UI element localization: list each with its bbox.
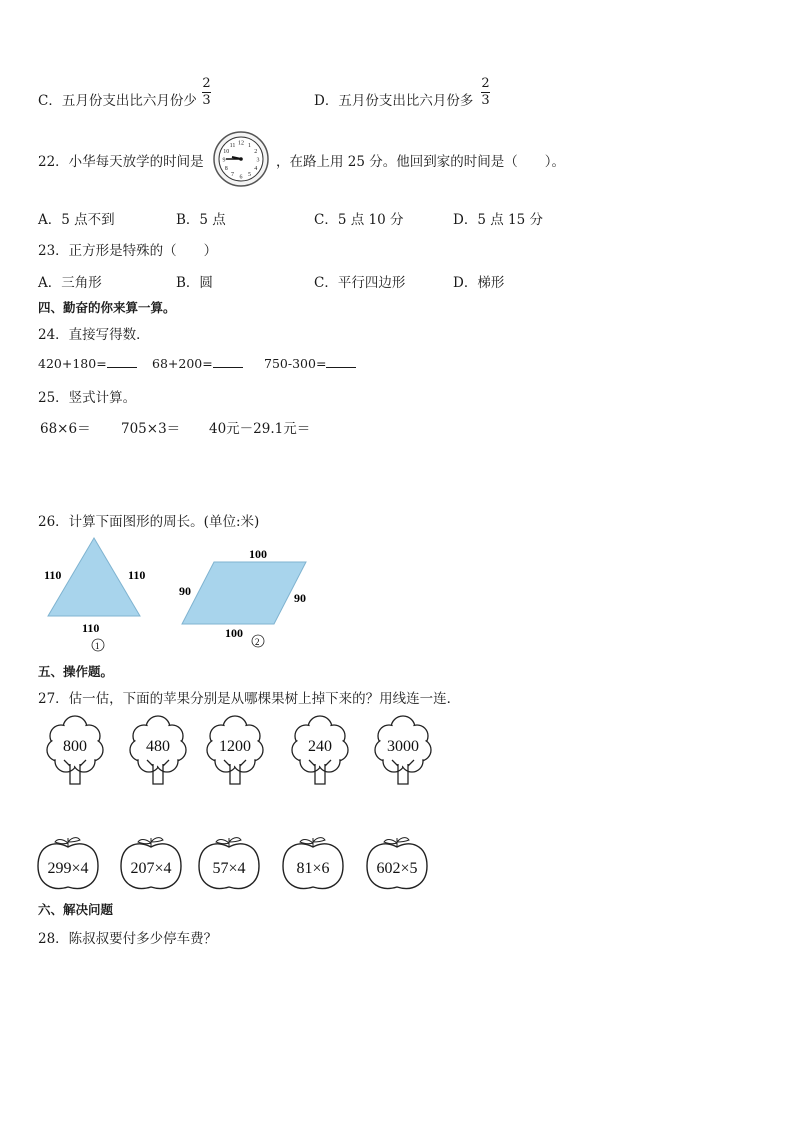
answer-blank[interactable] (107, 355, 137, 368)
section-5-title: 五、操作题。 (38, 664, 114, 679)
q22-option-a: A．5 点不到 (38, 212, 115, 228)
option-d-text: D．五月份支出比六月份多 (314, 93, 474, 109)
q24-item-1-text: 420+180= (38, 356, 107, 371)
apple-expression: 81×6 (296, 860, 330, 877)
q23-option-a: A．三角形 (38, 275, 102, 291)
trees-row (30, 712, 450, 792)
tree-2 (130, 716, 186, 784)
clock-number: 10 (223, 149, 230, 155)
q23-option-d: D．梯形 (453, 275, 505, 291)
section-6-title: 六、解决问题 (38, 902, 114, 917)
apple-expression: 207×4 (130, 860, 172, 877)
clock-icon (212, 130, 270, 188)
clock-number: 8 (224, 166, 228, 172)
apple-expression: 602×5 (376, 860, 418, 877)
triangle-shape (48, 538, 140, 616)
tree-value: 240 (308, 738, 332, 755)
tree-value: 3000 (387, 738, 419, 755)
apple-4 (283, 838, 343, 889)
tree-value: 800 (63, 738, 87, 755)
fraction-two-thirds (481, 77, 490, 108)
answer-blank[interactable] (213, 355, 243, 368)
clock-number: 12 (238, 140, 244, 147)
fraction-denominator: 3 (202, 93, 211, 108)
question-26: 26．计算下面图形的周长。(单位:米) (38, 514, 260, 530)
q24-item-1 (38, 355, 137, 371)
option-d (314, 89, 473, 109)
q25-item-3: 40元－29.1元＝ (209, 421, 311, 437)
parallelogram-label-number: 2 (255, 637, 260, 647)
parallelogram-left-side: 90 (179, 584, 191, 598)
clock-number: 5 (248, 172, 251, 179)
clock-number: 6 (239, 174, 243, 181)
clock-number: 1 (248, 142, 251, 149)
question-22-prefix: 22．小华每天放学的时间是 (38, 154, 204, 170)
tree-5 (375, 716, 431, 784)
fraction-denominator: 3 (481, 93, 490, 108)
parallelogram-shape (182, 562, 306, 624)
question-27: 27．估一估，下面的苹果分别是从哪棵果树上掉下来的？用线连一连． (38, 691, 461, 707)
q24-item-3 (264, 355, 356, 371)
q23-option-b: B．圆 (176, 275, 213, 291)
apple-expression: 57×4 (212, 860, 246, 877)
question-28: 28．陈叔叔要付多少停车费？ (38, 931, 218, 947)
clock-number: 4 (254, 166, 258, 172)
fraction-two-thirds (202, 77, 211, 108)
tree-value: 480 (146, 738, 170, 755)
question-24: 24．直接写得数． (38, 327, 150, 343)
tree-3 (207, 716, 263, 784)
option-c-text: C．五月份支出比六月份少 (38, 93, 197, 109)
section-4-title: 四、勤奋的你来算一算。 (38, 300, 176, 315)
q24-item-2 (152, 355, 243, 371)
parallelogram-top-side: 100 (249, 547, 267, 561)
apple-2 (121, 838, 181, 889)
question-23: 23．正方形是特殊的（ ） (38, 243, 218, 259)
parallelogram-bottom-side: 100 (225, 626, 243, 640)
clock-number: 3 (256, 157, 260, 164)
clock-number: 11 (229, 142, 236, 149)
clock-number: 7 (231, 172, 234, 179)
perimeter-figures (36, 532, 326, 656)
clock-number: 2 (254, 149, 258, 155)
answer-blank[interactable] (326, 355, 356, 368)
triangle-label-number: 1 (95, 641, 100, 651)
apple-3 (199, 838, 259, 889)
tree-1 (47, 716, 103, 784)
apples-row (30, 834, 450, 894)
q24-item-3-text: 750-300= (264, 356, 327, 371)
apple-1 (38, 838, 98, 889)
triangle-left-side: 110 (44, 568, 62, 582)
tree-4 (292, 716, 348, 784)
triangle-right-side: 110 (128, 568, 146, 582)
q22-option-b: B．5 点 (176, 212, 226, 228)
q22-option-c: C．5 点 10 分 (314, 212, 404, 228)
clock-number: 9 (222, 157, 226, 164)
q24-item-2-text: 68+200= (152, 356, 213, 371)
fraction-numerator: 2 (481, 76, 490, 91)
q23-option-c: C．平行四边形 (314, 275, 406, 291)
option-c (38, 89, 197, 109)
q22-option-d: D．5 点 15 分 (453, 212, 543, 228)
apple-expression: 299×4 (47, 860, 89, 877)
triangle-bottom-side: 110 (82, 621, 100, 635)
apple-5 (367, 838, 427, 889)
q25-item-1: 68×6＝ (40, 421, 91, 437)
question-25: 25．竖式计算。 (38, 390, 137, 406)
fraction-numerator: 2 (202, 76, 211, 91)
tree-value: 1200 (219, 738, 251, 755)
q25-item-2: 705×3＝ (121, 421, 181, 437)
question-22-suffix: ，在路上用 25 分。他回到家的时间是（ ）。 (276, 154, 566, 170)
parallelogram-right-side: 90 (294, 591, 306, 605)
